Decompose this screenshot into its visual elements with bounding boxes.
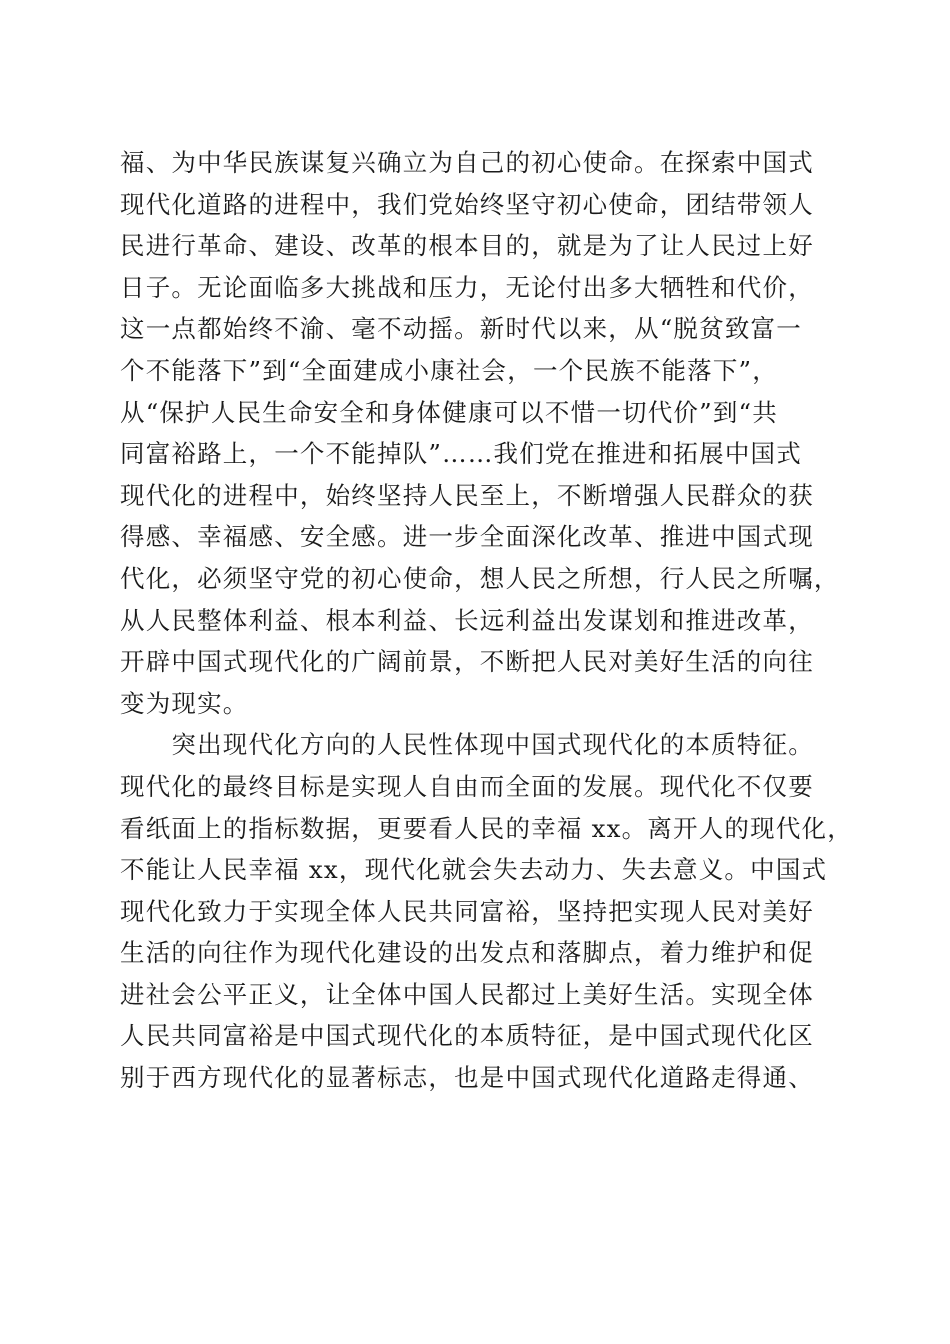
text-line: 日子。无论面临多大挑战和压力，无论付出多大牺牲和代价， (120, 272, 814, 302)
text-line: 现代化的最终目标是实现人自由而全面的发展。现代化不仅要 (120, 771, 814, 801)
text-line: 看纸面上的指标数据，更要看人民的幸福 xx。离开人的现代化， (120, 813, 853, 843)
paragraph-start-line: 突出现代化方向的人民性体现中国式现代化的本质特征。 (120, 730, 814, 760)
text-line: 福、为中华民族谋复兴确立为自己的初心使命。在探索中国式 (120, 148, 814, 177)
text-line: 变为现实。 (120, 688, 249, 718)
text-line: 生活的向往作为现代化建设的出发点和落脚点，着力维护和促 (120, 938, 814, 968)
text-line: 同富裕路上，一个不能掉队”……我们党在推进和拓展中国式 (120, 439, 802, 469)
text-line: 别于西方现代化的显著标志，也是中国式现代化道路走得通、 (120, 1063, 814, 1093)
text-line: 人民共同富裕是中国式现代化的本质特征，是中国式现代化区 (120, 1021, 814, 1051)
text-line: 民进行革命、建设、改革的根本目的，就是为了让人民过上好 (120, 231, 814, 261)
text-line: 进社会公平正义，让全体中国人民都过上美好生活。实现全体 (120, 979, 814, 1009)
text-line: 现代化的进程中，始终坚持人民至上，不断增强人民群众的获 (120, 480, 814, 510)
text-line: 现代化致力于实现全体人民共同富裕，坚持把实现人民对美好 (120, 896, 814, 926)
text-line: 开辟中国式现代化的广阔前景，不断把人民对美好生活的向往 (120, 647, 814, 677)
text-line: 个不能落下”到“全面建成小康社会，一个民族不能落下”， (120, 355, 778, 385)
text-line: 这一点都始终不渝、毫不动摇。新时代以来，从“脱贫致富一 (120, 314, 802, 344)
body-text (120, 142, 853, 1099)
text-line: 现代化道路的进程中，我们党始终坚守初心使命，团结带领人 (120, 189, 814, 219)
text-line: 不能让人民幸福 xx，现代化就会失去动力、失去意义。中国式 (120, 855, 828, 885)
text-line: 得感、幸福感、安全感。进一步全面深化改革、推进中国式现 (120, 522, 814, 552)
text-line: 从“保护人民生命安全和身体健康可以不惜一切代价”到“共 (120, 397, 778, 427)
text-line: 从人民整体利益、根本利益、长远利益出发谋划和推进改革， (120, 605, 814, 635)
text-line: 代化，必须坚守党的初心使命，想人民之所想，行人民之所嘱， (120, 563, 840, 593)
